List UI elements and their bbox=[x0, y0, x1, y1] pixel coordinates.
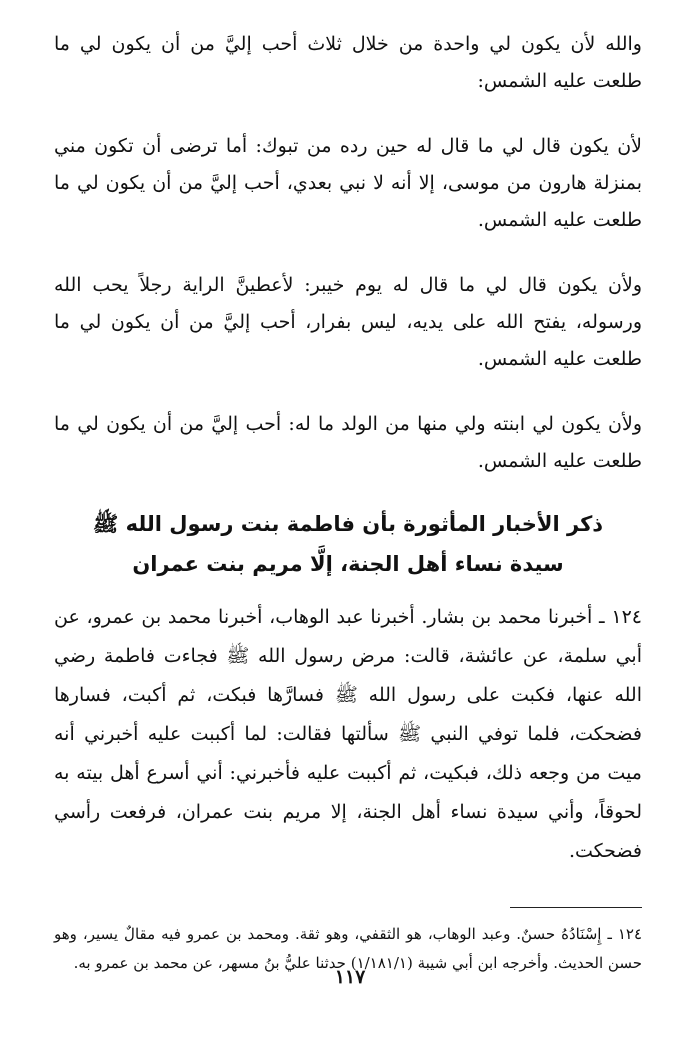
section-heading bbox=[54, 504, 642, 584]
page-number: ١١٧ bbox=[334, 966, 366, 988]
footnote-divider bbox=[510, 907, 642, 908]
section-heading-line-1: ذكر الأخبار المأثورة بأن فاطمة بنت رسول الله ﷺ bbox=[92, 512, 604, 536]
hadith-124-text: ١٢٤ ـ أخبرنا محمد بن بشار. أخبرنا عبد الوهاب، أخبرنا محمد بن عمرو، عن أبي سلمة، عن عائشة، قالت: مرض رسول الله ﷺ فجاءت فاطمة رضي الله عنها، فكبت على رسول الله ﷺ فسارَّها فبكت، ثم أكبت، فسارها فضحكت، فلما توفي النبي ﷺ سألتها فقالت: لما أكببت عليه أخبرني أنه ميت من وجعه ذلك، فبكيت، ثم أكببت عليه فأخبرني: أني أسرع أهل بيته به لحوقاً، وأني سيدة نساء أهل الجنة، إلا مريم بنت عمران، فرفعت رأسي فضحكت. bbox=[54, 606, 642, 862]
paragraph-2: لأن يكون قال لي ما قال له حين رده من تبوك: أما ترضى أن تكون مني بمنزلة هارون من موسى، إلا أنه لا نبي بعدي، أحب إليَّ من أن يكون لي ما طلعت عليه الشمس. bbox=[54, 135, 642, 231]
paragraph-3: ولأن يكون قال لي ما قال له يوم خيبر: لأعطينَّ الراية رجلاً يحب الله ورسوله، يفتح الله على يديه، ليس بفرار، أحب إليَّ من أن يكون لي ما طلعت عليه الشمس. bbox=[54, 274, 642, 370]
footnote-124: ١٢٤ ـ إِسْنَادُهُ حسنٌ. وعبد الوهاب، هو الثقفي، وهو ثقة. ومحمد بن عمرو فيه مقالٌ يسير، وهو حسن الحديث. وأخرجه ابن أبي شيبة (١/١٨١/١) حدثنا عليُّ بنُ مسهر، عن محمد بن عمرو به. bbox=[54, 925, 642, 972]
paragraph-4: ولأن يكون لي ابنته ولي منها من الولد ما له: أحب إليَّ من أن يكون لي ما طلعت عليه الشمس. bbox=[54, 413, 642, 472]
paragraph-1: والله لأن يكون لي واحدة من خلال ثلاث أحب إليَّ من أن يكون لي ما طلعت عليه الشمس: bbox=[54, 33, 642, 92]
section-heading-line-2: سيدة نساء أهل الجنة، إلَّا مريم بنت عمران bbox=[132, 552, 564, 576]
